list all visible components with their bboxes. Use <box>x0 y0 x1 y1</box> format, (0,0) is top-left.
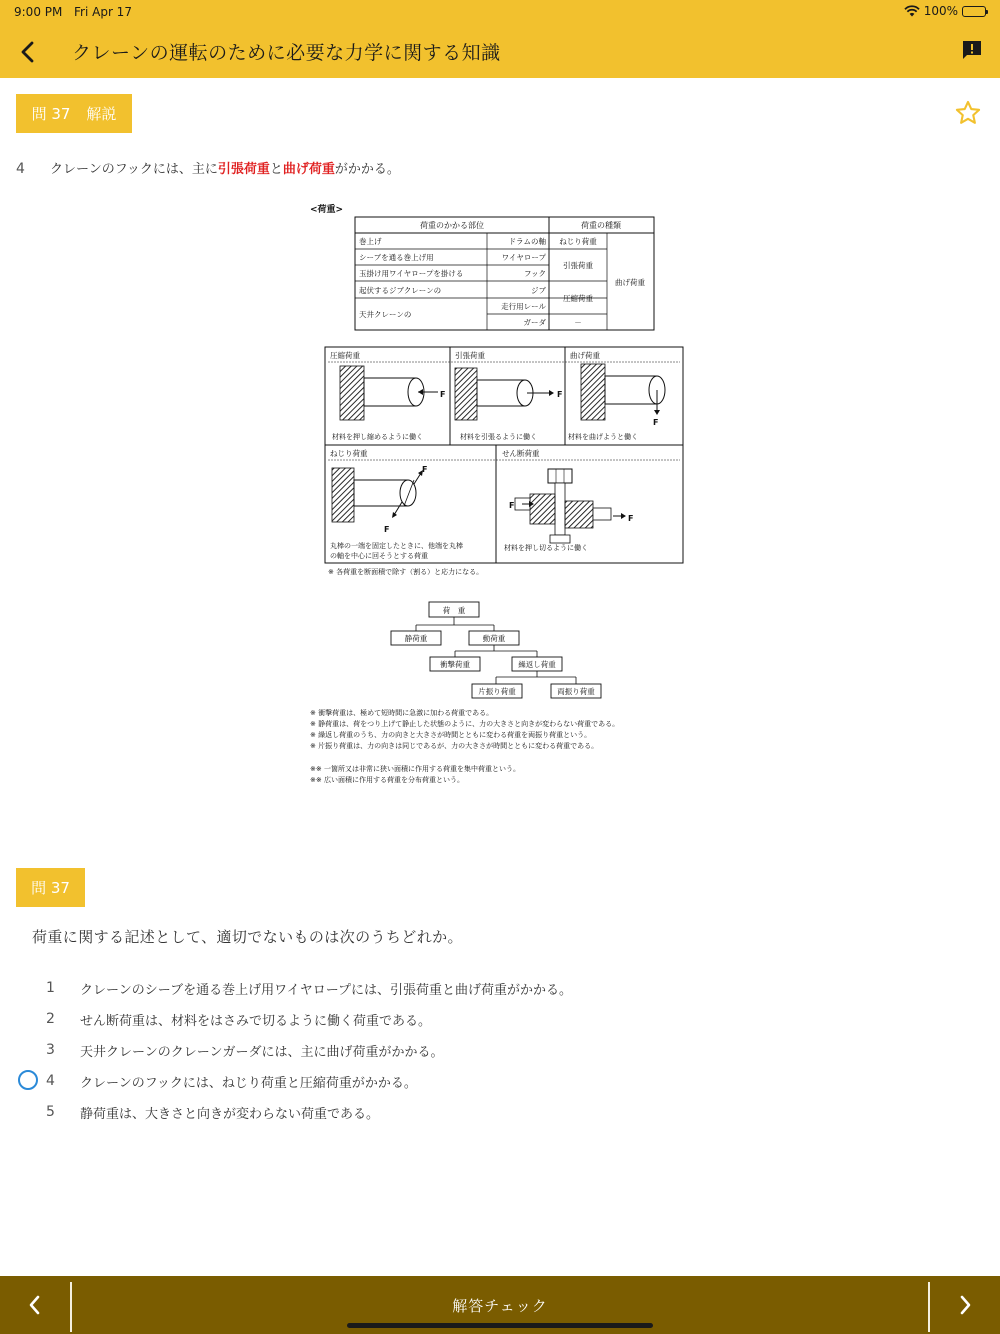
compression-title: 圧縮荷重 <box>330 351 360 360</box>
chevron-left-icon <box>27 1294 43 1316</box>
battery-percent: 100% <box>923 4 958 18</box>
torsion-caption-2: の軸を中心に回そうとする荷重 <box>330 552 428 560</box>
wifi-icon <box>904 5 920 17</box>
table-type-torsion: ねじり荷重 <box>559 237 597 246</box>
tension-caption: 材料を引張るように働く <box>460 433 537 441</box>
table-type-compression: 圧縮荷重 <box>563 294 593 303</box>
tree-repeated: 繰返し荷重 <box>518 660 556 669</box>
choice-5[interactable] <box>0 1098 1000 1126</box>
tree-alternating: 両振り荷重 <box>557 687 595 696</box>
force-label: F <box>628 514 634 523</box>
stress-note: ※ 各荷重を断面積で除す（割る）と応力になる。 <box>328 568 484 576</box>
battery-icon <box>962 6 986 17</box>
bending-caption: 材料を曲げようと働く <box>568 433 638 441</box>
table-type-tension: 引張荷重 <box>563 261 593 270</box>
force-label: F <box>422 465 428 474</box>
table-header-part: 荷重のかかる部位 <box>420 221 484 230</box>
selected-circle-icon <box>18 1070 38 1090</box>
question-tag: 問 37 <box>16 868 85 907</box>
table-type-bending: 曲げ荷重 <box>615 278 645 287</box>
status-date: Fri Apr 17 <box>74 5 132 19</box>
table-member: 天井クレーンの <box>359 310 412 319</box>
table-part: 走行用レール <box>501 302 546 311</box>
table-type-none: － <box>574 318 582 327</box>
choice-number: 1 <box>46 980 55 996</box>
figure-heading: <荷重> <box>310 205 344 215</box>
choice-number: 2 <box>46 1011 55 1027</box>
tree-dynamic: 動荷重 <box>482 634 506 643</box>
choice-number: 4 <box>46 1073 55 1089</box>
tree-impact: 衝撃荷重 <box>440 660 470 669</box>
answer-text-prefix: クレーンのフックには、主に <box>50 162 218 177</box>
shear-caption: 材料を押し切るように働く <box>504 544 588 552</box>
feedback-icon <box>960 38 984 62</box>
table-part: ガーダ <box>523 318 546 327</box>
bending-title: 曲げ荷重 <box>570 351 600 360</box>
force-label: F <box>509 501 515 510</box>
torsion-drawing <box>332 468 423 522</box>
choice-2[interactable] <box>0 1005 1000 1033</box>
choice-text: 天井クレーンのクレーンガーダには、主に曲げ荷重がかかる。 <box>80 1044 444 1060</box>
figure-note: ※ 静荷重は、荷をつり上げて静止した状態のように、力の大きさと向きが変わらない荷重である。 <box>310 720 620 728</box>
tree-static: 静荷重 <box>404 634 428 643</box>
explanation-tag <box>16 94 132 133</box>
choice-1[interactable] <box>0 974 1000 1002</box>
status-time: 9:00 PM <box>14 5 63 19</box>
report-button[interactable] <box>960 38 984 62</box>
table-part: フック <box>524 269 546 278</box>
table-member: 巻上げ <box>359 237 382 246</box>
explanation-label: 解説 <box>86 105 117 123</box>
table-member: シーブを通る巻上げ用 <box>359 253 434 262</box>
figure-note: ※ 衝撃荷重は、極めて短時間に急激に加わる荷重である。 <box>310 709 494 717</box>
status-indicators <box>904 4 986 18</box>
tension-title: 引張荷重 <box>455 351 485 360</box>
shear-drawing <box>515 469 626 543</box>
choice-3[interactable] <box>0 1036 1000 1064</box>
highlight-tension: 引張荷重 <box>217 162 270 177</box>
load-tree-lines <box>416 617 576 684</box>
figure-note: ※ 繰返し荷重のうち、力の向きと大きさが時間とともに変わる荷重を両振り荷重という。 <box>310 731 592 739</box>
answer-text-mid: と <box>269 162 283 177</box>
explanation-question-number: 問 37 <box>31 105 71 123</box>
force-label: F <box>557 390 563 399</box>
choice-4[interactable] <box>0 1067 1000 1095</box>
table-member: 起伏するジブクレーンの <box>359 286 442 295</box>
header-bar <box>0 0 1000 78</box>
shear-title: せん断荷重 <box>502 449 540 458</box>
previous-button[interactable] <box>0 1276 70 1334</box>
answer-check-button[interactable]: 解答チェック <box>452 1296 548 1315</box>
chevron-left-icon <box>19 40 37 64</box>
choice-text: せん断荷重は、材料をはさみで切るように働く荷重である。 <box>80 1013 432 1029</box>
home-indicator <box>347 1323 653 1328</box>
star-icon <box>954 99 982 127</box>
torsion-title: ねじり荷重 <box>330 449 368 458</box>
load-diagram <box>300 196 700 796</box>
choice-text: 静荷重は、大きさと向きが変わらない荷重である。 <box>80 1106 380 1122</box>
choice-number: 3 <box>46 1042 55 1058</box>
force-label: F <box>653 418 659 427</box>
table-part: ドラムの軸 <box>508 237 546 246</box>
figure-note: ※※ 一箇所又は非常に狭い面積に作用する荷重を集中荷重という。 <box>310 765 520 773</box>
answer-text-suffix: がかかる。 <box>334 162 400 177</box>
highlight-bending: 曲げ荷重 <box>282 162 335 177</box>
explanation-answer <box>16 158 400 177</box>
question-text: 荷重に関する記述として、適切でないものは次のうちどれか。 <box>32 928 463 946</box>
load-tree <box>391 602 601 698</box>
table-part: ジブ <box>531 286 546 295</box>
choice-number: 5 <box>46 1104 55 1120</box>
compression-drawing <box>340 366 438 420</box>
chevron-right-icon <box>957 1294 973 1316</box>
force-label: F <box>384 525 390 534</box>
tension-drawing <box>455 368 554 420</box>
figure-note: ※※ 広い面積に作用する荷重を分布荷重という。 <box>310 776 464 784</box>
tree-root: 荷 重 <box>442 606 466 615</box>
choice-text: クレーンのフックには、ねじり荷重と圧縮荷重がかかる。 <box>80 1075 417 1091</box>
choice-text: クレーンのシーブを通る巻上げ用ワイヤロープには、引張荷重と曲げ荷重がかかる。 <box>80 982 573 998</box>
compression-caption: 材料を押し縮めるように働く <box>332 433 423 441</box>
bending-drawing <box>581 364 665 420</box>
table-part: ワイヤロープ <box>501 253 546 262</box>
table-member: 玉掛け用ワイヤロープを掛ける <box>359 269 464 278</box>
tree-one-way: 片振り荷重 <box>478 687 516 696</box>
back-button[interactable] <box>12 36 44 68</box>
force-label: F <box>440 390 446 399</box>
page-title: クレーンの運転のために必要な力学に関する知識 <box>72 42 501 64</box>
next-button[interactable] <box>930 1276 1000 1334</box>
figure-note: ※ 片振り荷重は、力の向きは同じであるが、力の大きさが時間とともに変わる荷重である。 <box>310 742 599 750</box>
torsion-caption-1: 丸棒の一端を固定したときに、他端を丸棒 <box>330 542 463 550</box>
explanation-answer-number: 4 <box>16 161 25 177</box>
table-header-type: 荷重の種類 <box>581 221 621 230</box>
favorite-button[interactable] <box>954 99 982 127</box>
